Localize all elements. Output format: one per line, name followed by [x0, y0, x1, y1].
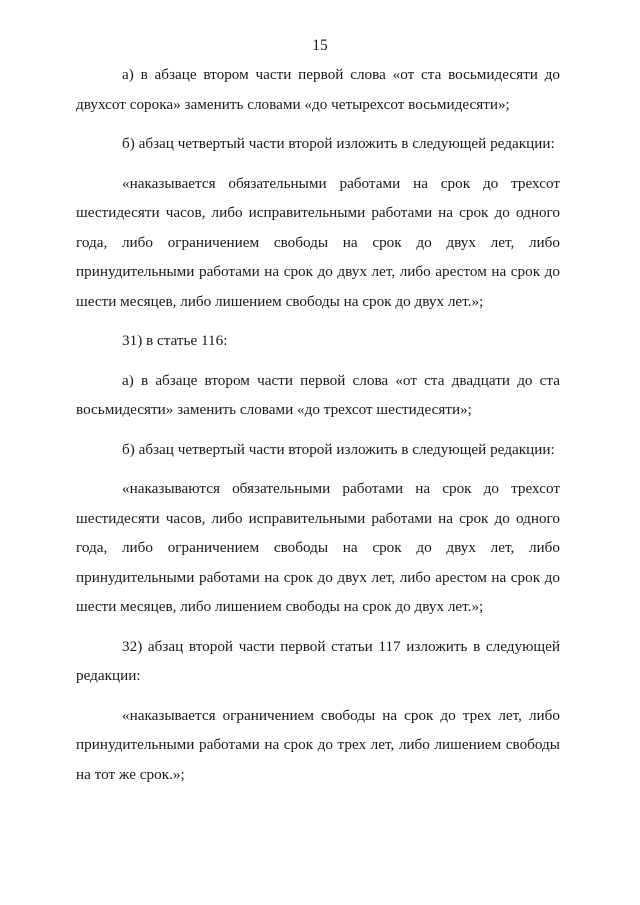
page-number: 15: [312, 37, 328, 54]
item-32-paragraph: 32) абзац второй части первой статьи 117 изложить в следующей редакции:: [76, 637, 560, 684]
paragraph-b-first: б) абзац четвертый части второй изложить в следующей редакции:: [122, 135, 555, 152]
quoted-sanction-first: «наказывается обязательными работами на срок до трехсот шестидесяти часов, либо исправительными работами на срок до одного года, либо ограничением свободы на срок до двух лет, либо принудительными работами на срок до двух лет, либо арестом на срок до шести месяцев, либо лишением свободы на срок до двух лет.»;: [76, 174, 560, 310]
quoted-sanction-third: «наказывается ограничением свободы на срок до трех лет, либо принудительными работами на срок до трех лет, либо лишением свободы на тот же срок.»;: [76, 706, 560, 783]
quoted-sanction-second: «наказываются обязательными работами на срок до трехсот шестидесяти часов, либо исправительными работами на срок до одного года, либо ограничением свободы на срок до двух лет, либо принудительными работами на срок до двух лет, либо арестом на срок до шести месяцев, либо лишением свободы на срок до двух лет.»;: [76, 480, 560, 615]
document-body: [76, 60, 560, 799]
paragraph-b-second: б) абзац четвертый части второй изложить в следующей редакции:: [122, 440, 555, 458]
paragraph-a-second: а) в абзаце втором части первой слова «от ста двадцати до ста восьмидесяти» заменить словами «до трехсот шестидесяти»;: [76, 371, 560, 418]
item-31-heading: 31) в статье 116:: [122, 332, 228, 349]
paragraph-a-first: а) в абзаце втором части первой слова «от ста восьмидесяти до двухсот сорока» заменить словами «до четырехсот восьмидесяти»;: [76, 66, 560, 113]
